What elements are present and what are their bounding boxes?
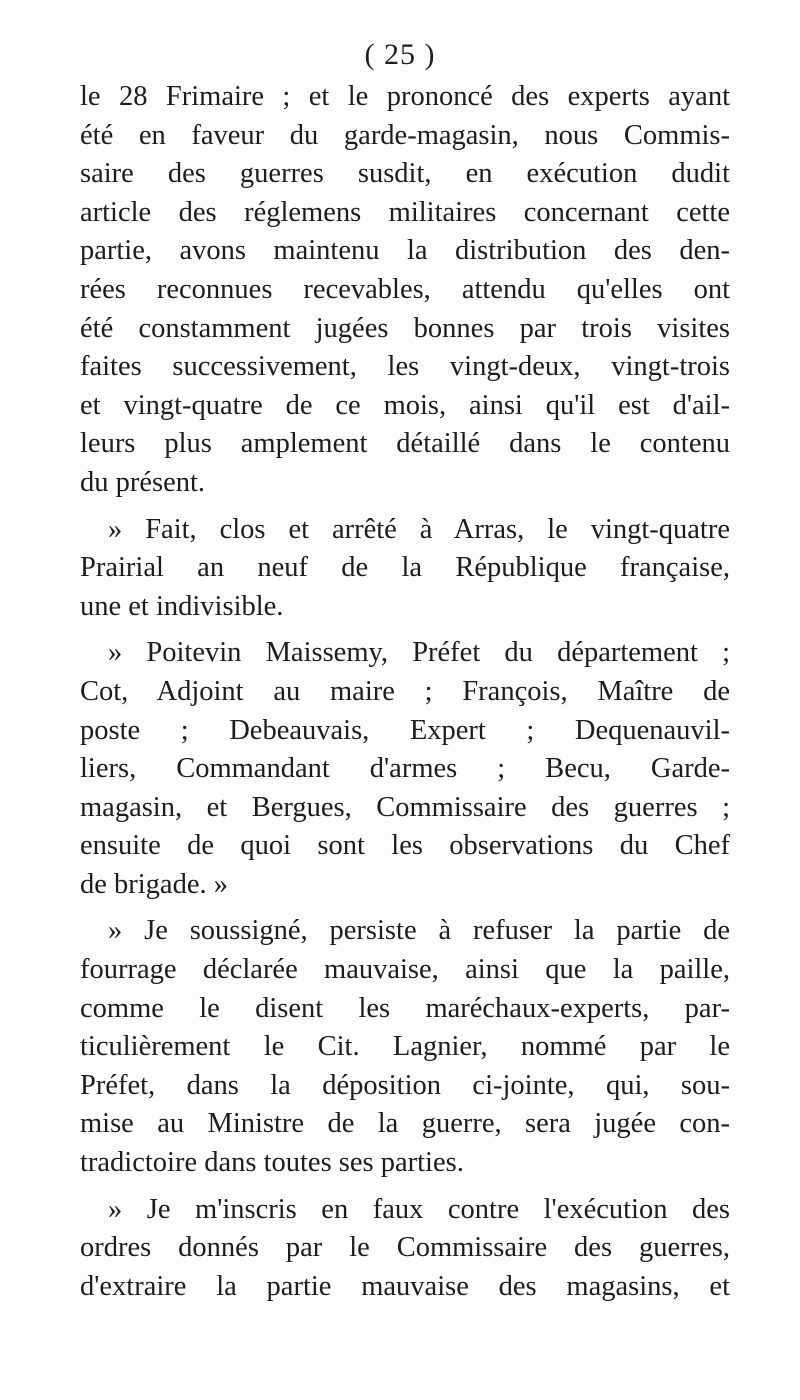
text-line: poste ; Debeauvais, Expert ; Dequenauvil- [80,714,730,746]
text-line: ensuite de quoi sont les observations du Chef [80,830,730,862]
text-line: une et indivisible. [80,590,284,622]
text-line: du présent. [80,466,206,498]
text-line: d'extraire la partie mauvaise des magasins, et [80,1270,730,1302]
text-line: saire des guerres susdit, en exécution dudit [80,158,730,190]
paragraph [80,511,730,627]
text-line: leurs plus amplement détaillé dans le contenu [80,428,730,460]
text-line: ordres donnés par le Commissaire des guerres, [80,1232,730,1264]
text-line: comme le disent les maréchaux-experts, par- [80,992,730,1024]
text-line: » Je soussigné, persiste à refuser la partie de [108,915,730,947]
text-line: » Fait, clos et arrêté à Arras, le vingt-quatre [108,513,730,545]
paragraph [80,912,730,1182]
paragraph [80,634,730,904]
text-line: mise au Ministre de la guerre, sera jugée con- [80,1108,730,1140]
text-line: rées reconnues recevables, attendu qu'elles ont [80,273,730,305]
text-line: Préfet, dans la déposition ci-jointe, qui, sou- [80,1069,730,1101]
text-line: partie, avons maintenu la distribution des den- [80,235,730,267]
page-number: ( 25 ) [364,38,436,71]
text-line: » Poitevin Maissemy, Préfet du département ; [108,637,730,669]
paragraph [80,1191,730,1307]
text-line: Prairial an neuf de la République française, [80,552,730,584]
text-line: liers, Commandant d'armes ; Becu, Garde- [80,753,730,785]
text-line: été en faveur du garde-magasin, nous Commis- [80,119,730,151]
text-line: de brigade. » [80,868,228,900]
text-line: Cot, Adjoint au maire ; François, Maître de [80,675,730,707]
body-text [80,78,730,1306]
paragraph [80,78,730,503]
text-line: tradictoire dans toutes ses parties. [80,1147,464,1179]
text-line: ticulièrement le Cit. Lagnier, nommé par le [80,1031,730,1063]
text-line: fourrage déclarée mauvaise, ainsi que la paille, [80,954,730,986]
text-line: magasin, et Bergues, Commissaire des guerres ; [80,791,730,823]
text-line: et vingt-quatre de ce mois, ainsi qu'il est d'ail- [80,389,730,421]
text-line: » Je m'inscris en faux contre l'exécution des [108,1193,730,1225]
text-line: article des réglemens militaires concernant cette [80,196,730,228]
text-line: été constamment jugées bonnes par trois visites [80,312,730,344]
text-line: faites successivement, les vingt-deux, vingt-trois [80,351,730,383]
text-line: le 28 Frimaire ; et le prononcé des experts ayant [80,81,730,112]
